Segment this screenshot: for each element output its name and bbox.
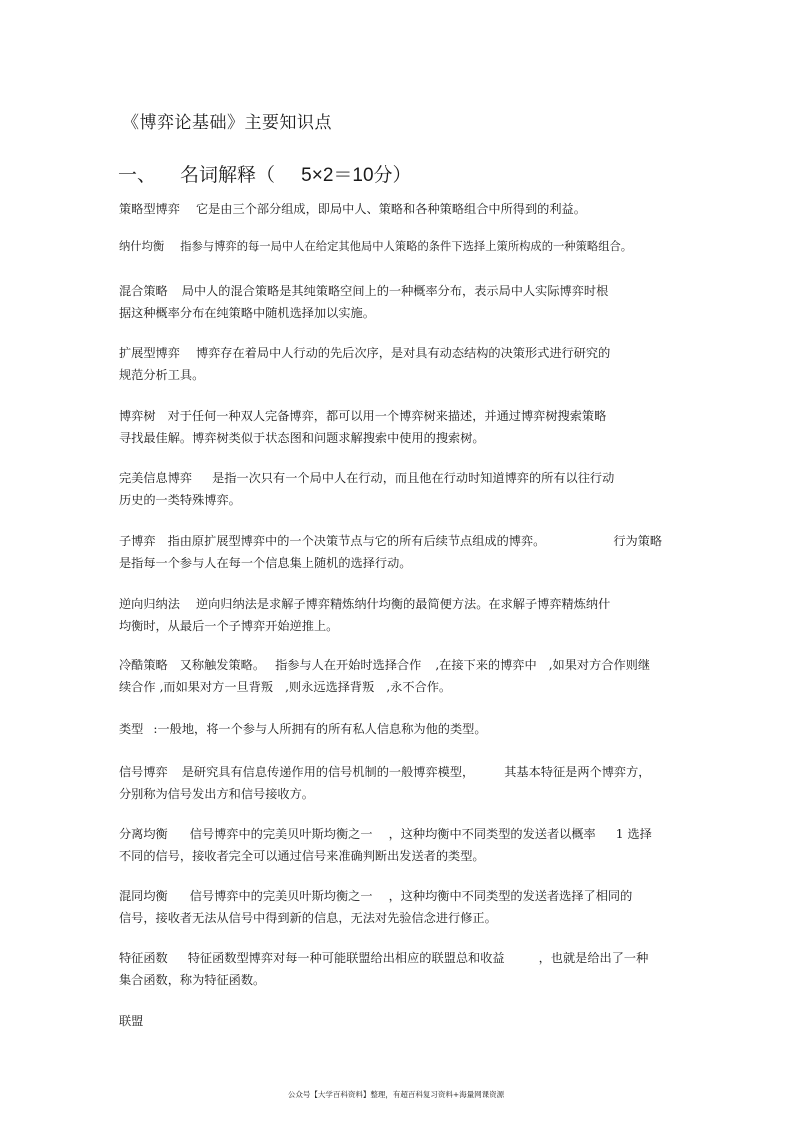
term-definition: 博弈存在着局中人行动的先后次序，是对具有动态结构的决策形式进行研究的 [195, 346, 611, 360]
term-definition: ，这种均衡中不同类型的发送者选择了相同的 [388, 889, 633, 903]
term-definition: 指参与人在开始时选择合作 [275, 658, 422, 672]
term-definition-cont: ,而如果对方一旦背叛 [159, 680, 274, 694]
term-name: 混合策略 [119, 284, 168, 298]
term-signaling-game [119, 761, 651, 805]
term-definition: ,在接下来的博弈中 [435, 658, 537, 672]
term-definition: 1 选择 [615, 827, 652, 841]
section-score: 5×2＝10分） [301, 165, 412, 186]
term-definition: 是研究具有信息传递作用的信号机制的一般博弈模型， [181, 765, 475, 779]
term-definition: ,如果对方合作则继 [548, 658, 651, 672]
term-name: 信号博弈 [119, 765, 168, 779]
section-label: 名词解释（ [180, 164, 276, 186]
term-definition-cont: ,永不合作。 [386, 680, 452, 694]
term-definition-cont: 历史的一类特殊博弈。 [119, 493, 241, 507]
term-extensive-game [119, 342, 610, 386]
term-definition-cont: 是指每一个参与人在每一个信息集上随机的选择行动。 [119, 556, 412, 570]
term-name: 纳什均衡 [119, 240, 165, 253]
term-definition-cont: 规范分析工具。 [119, 368, 205, 382]
term-definition: 又称触发策略。 [179, 658, 266, 672]
page-footer: 公众号【大学百科资料】整理，有超百科复习资料+海量网课资源 [287, 1090, 505, 1099]
term-definition-cont: 寻找最佳解。博弈树类似于状态图和问题求解搜索中使用的搜索树。 [119, 431, 485, 445]
term-name: 混同均衡 [119, 889, 168, 903]
term-definition-cont: 均衡时，从最后一个子博弈开始逆推上。 [119, 619, 339, 633]
term-definition: 是指一次只有一个局中人在行动，而且他在行动时知道博弈的所有以往行动 [212, 471, 615, 485]
term-mixed-strategy [119, 280, 608, 324]
term-coalition [119, 1010, 143, 1032]
term-definition-cont: 集合函数，称为特征函数。 [119, 973, 266, 987]
term-strategic-game [119, 198, 586, 220]
term-name: 子博弈 [119, 534, 156, 548]
term-characteristic-function [119, 947, 648, 991]
term-subgame [119, 530, 662, 574]
term-name: 冷酷策略 [119, 658, 168, 672]
term-definition: 指参与博弈的每一局中人在给定其他局中人策略的条件下选择上策所构成的一种策略组合。 [180, 240, 633, 253]
term-name: 博弈树 [119, 409, 156, 423]
term-name: 特征函数 [119, 951, 168, 965]
term-definition-cont: 据这种概率分布在纯策略中随机选择加以实施。 [119, 306, 375, 320]
term-name: 类型 [119, 722, 144, 736]
term-definition-cont: 分别称为信号发出方和信号接收方。 [119, 787, 314, 801]
term-definition: 其基本特征是两个博弈方， [504, 765, 651, 779]
term-definition-cont: 续合作 [119, 680, 156, 694]
term-definition: 局中人的混合策略是其纯策略空间上的一种概率分布，表示局中人实际博弈时根 [181, 284, 609, 298]
term-name: 完美信息博弈 [119, 471, 193, 485]
page-title: 《博弈论基础》主要知识点 [122, 113, 332, 133]
term-definition: 信号博弈中的完美贝叶斯均衡之一 [189, 827, 373, 841]
term-behavior-strategy: 行为策略 [613, 534, 663, 548]
term-definition-cont: 信号，接收者无法从信号中得到新的信息，无法对先验信念进行修正。 [119, 911, 497, 925]
term-definition-cont: 不同的信号，接收者完全可以通过信号来准确判断出发送者的类型。 [119, 849, 485, 863]
term-name: 逆向归纳法 [119, 597, 180, 611]
term-grim-strategy [119, 654, 650, 698]
term-pooling-equilibrium [119, 885, 632, 929]
section-number: 一、 [118, 164, 157, 186]
term-separating-equilibrium [119, 823, 652, 867]
term-definition: 特征函数型博弈对每一种可能联盟给出相应的联盟总和收益 [187, 951, 505, 965]
term-name: 分离均衡 [119, 827, 168, 841]
term-perfect-information-game [119, 467, 614, 511]
term-definition: 指由原扩展型博弈中的一个决策节点与它的所有后续节点组成的博弈。 [167, 534, 546, 548]
term-definition: ，也就是给出了一种 [538, 951, 649, 965]
term-type [119, 718, 487, 740]
term-definition: 它是由三个部分组成，即局中人、策略和各种策略组合中所得到的利益。 [195, 202, 586, 216]
term-game-tree [119, 405, 606, 449]
section-heading [118, 160, 412, 187]
term-definition: ，这种均衡中不同类型的发送者以概率 [388, 827, 596, 841]
term-backward-induction [119, 593, 610, 637]
term-definition-cont: ,则永远选择背叛 [285, 680, 375, 694]
term-nash-equilibrium [119, 236, 632, 258]
term-definition: 逆向归纳法是求解子博弈精炼纳什均衡的最简便方法。在求解子博弈精炼纳什 [195, 597, 611, 611]
term-name: 扩展型博弈 [119, 346, 180, 360]
term-definition: 对于任何一种双人完备博弈，都可以用一个博弈树来描述，并通过博弈树搜索策略 [167, 409, 607, 423]
term-name: 策略型博弈 [119, 202, 180, 216]
term-name: 联盟 [119, 1014, 144, 1028]
term-definition: 信号博弈中的完美贝叶斯均衡之一 [189, 889, 373, 903]
term-definition: :一般地，将一个参与人所拥有的所有私人信息称为他的类型。 [153, 722, 487, 736]
